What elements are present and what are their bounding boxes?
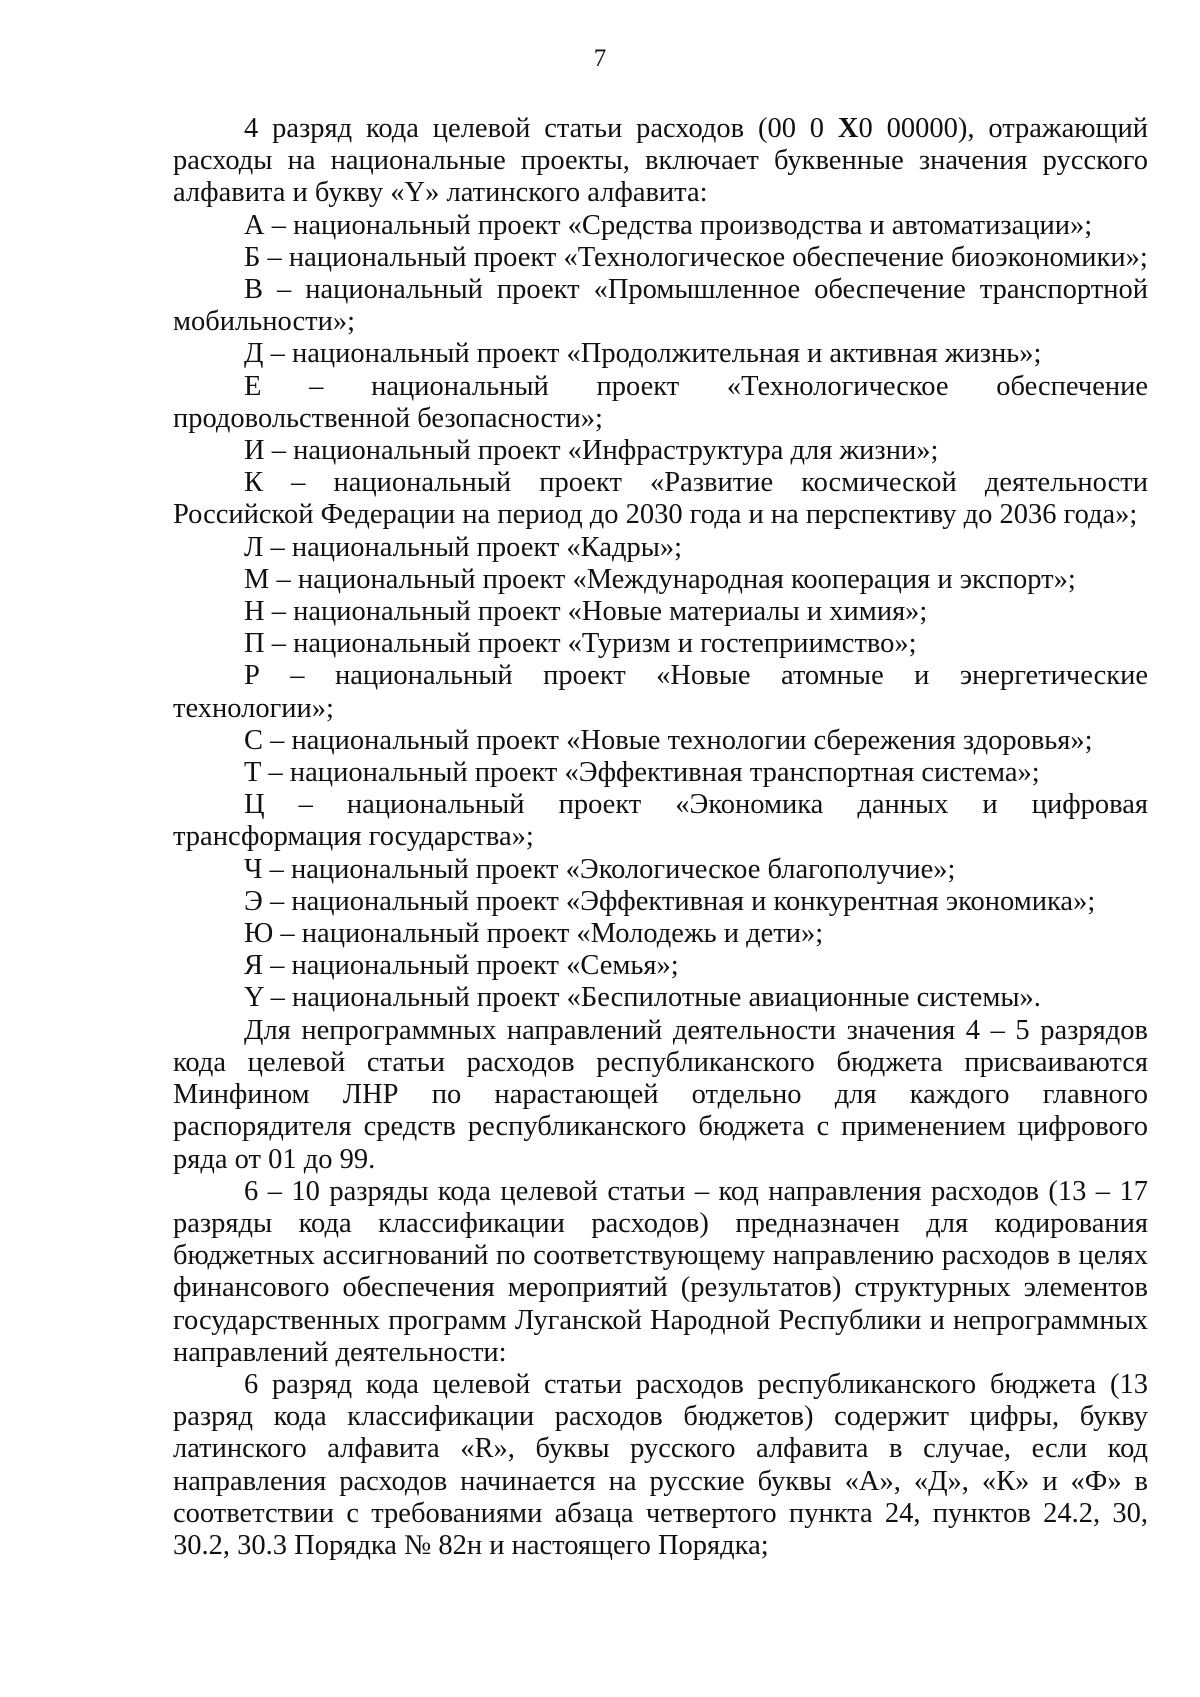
list-item: Y – национальный проект «Беспилотные авиационные системы».	[244, 982, 1041, 1014]
body-paragraph: 6 разряд кода целевой статьи расходов республиканского бюджета (13 разряд кода классификации расходов бюджетов) содержит цифры, букву латинского алфавита «R», буквы русского алфавита в случае, если код направления расходов начинается на русские буквы «А», «Д», «К» и «Ф» в соответствии с требованиями абзаца четвертого пункта 24, пунктов 24.2, 30, 30.2, 30.3 Порядка № 82н и настоящего Порядка;	[173, 1368, 1148, 1561]
list-item: М – национальный проект «Международная кооперация и экспорт»;	[244, 563, 1076, 595]
list-item: Т – национальный проект «Эффективная транспортная система»;	[244, 757, 1040, 789]
list-item: К – национальный проект «Развитие космической деятельности Российской Федерации на период до 2030 года и на перспективу до 2036 года»;	[173, 467, 1148, 531]
list-item: Э – национальный проект «Эффективная и конкурентная экономика»;	[244, 885, 1096, 917]
intro-bold-letter: X	[837, 113, 859, 144]
list-item: Я – национальный проект «Семья»;	[244, 950, 679, 982]
list-item: А – национальный проект «Средства производства и автоматизации»;	[244, 209, 1093, 241]
list-item: Р – национальный проект «Новые атомные и энергетические технологии»;	[173, 660, 1148, 724]
list-item: Д – национальный проект «Продолжительная и активная жизнь»;	[244, 338, 1042, 370]
list-item: С – национальный проект «Новые технологии сбережения здоровья»;	[244, 724, 1093, 756]
list-item: И – национальный проект «Инфраструктура для жизни»;	[244, 435, 939, 467]
list-item: Е – национальный проект «Технологическое обеспечение продовольственной безопасности»;	[173, 370, 1148, 434]
list-item: Н – национальный проект «Новые материалы и химия»;	[244, 596, 928, 628]
intro-text-start: 4 разряд кода целевой статьи расходов (00 0	[244, 113, 838, 144]
list-item: Ч – национальный проект «Экологическое благополучие»;	[244, 853, 956, 885]
list-item: Л – национальный проект «Кадры»;	[244, 531, 683, 563]
body-paragraph: 6 – 10 разряды кода целевой статьи – код направления расходов (13 – 17 разряды кода классификации расходов) предназначен для кодирования бюджетных ассигнований по соответствующему направлению расходов в целях финансового обеспечения мероприятий (результатов) структурных элементов государственных программ Луганской Народной Республики и непрограммных направлений деятельности:	[173, 1175, 1148, 1368]
list-item: Ю – национальный проект «Молодежь и дети»;	[244, 918, 824, 950]
intro-text-end: 0 00000), отражающий расходы на национальные проекты, включает буквенные значения русского алфавита и букву «Y» латинского алфавита:	[173, 113, 1148, 209]
list-item: П – национальный проект «Туризм и гостеприимство»;	[244, 628, 917, 660]
page-number: 7	[593, 45, 607, 72]
body-paragraph: Для непрограммных направлений деятельности значения 4 – 5 разрядов кода целевой статьи расходов республиканского бюджета присваиваются Минфином ЛНР по нарастающей отдельно для каждого главного распорядителя средств республиканского бюджета с применением цифрового ряда от 01 до 99.	[173, 1014, 1148, 1175]
list-item: Б – национальный проект «Технологическое обеспечение биоэкономики»;	[244, 241, 1148, 273]
intro-paragraph	[173, 113, 1148, 210]
list-item: Ц – национальный проект «Экономика данных и цифровая трансформация государства»;	[173, 789, 1148, 853]
document-body	[173, 113, 1148, 1562]
list-item: В – национальный проект «Промышленное обеспечение транспортной мобильности»;	[173, 274, 1148, 338]
